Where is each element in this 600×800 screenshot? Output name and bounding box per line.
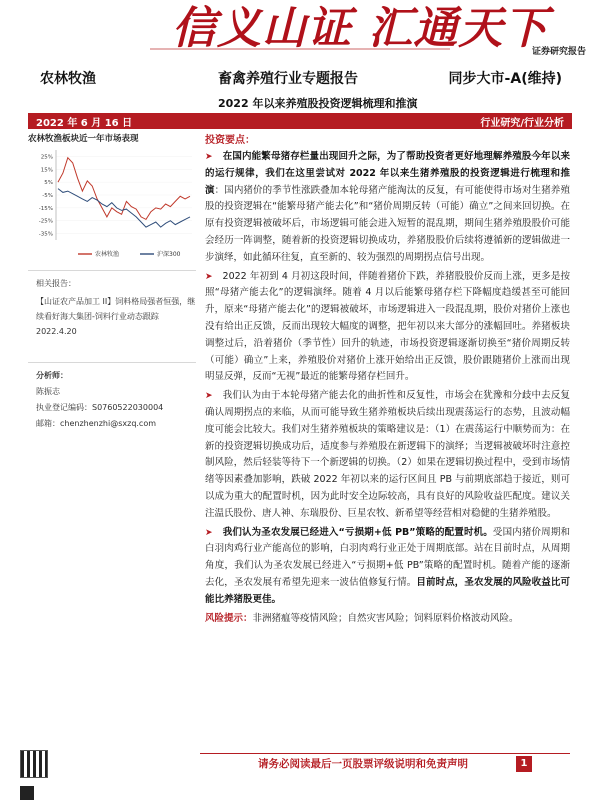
key-point-4-bold-2: 目前时点，圣农发展的风险收益比可能比养猪股更佳。 — [205, 576, 570, 605]
y-tick-label: 5% — [44, 180, 53, 187]
y-tick-label: 15% — [40, 167, 53, 174]
y-tick-label: -15% — [38, 205, 53, 212]
key-point-3 — [205, 388, 570, 522]
report-title: 畜禽养殖行业专题报告 — [218, 71, 358, 87]
legend-label: 沪深300 — [157, 251, 181, 258]
y-tick-label: -35% — [38, 231, 53, 238]
key-point-1-bold: 在国内能繁母猪存栏量出现回升之际，为了帮助投资者更好地理解养殖股今年以来的运行规律，我们在这里尝试对 2022 年以来生猪养殖股的投资逻辑进行梳理和推演 — [205, 151, 570, 196]
analyst-email[interactable]: 邮箱：chenzhenzhi@sxzq.com — [36, 419, 157, 428]
triangle-bullet-icon: ➤ — [205, 271, 213, 282]
legend-label: 农林牧渔 — [95, 251, 120, 258]
report-subtitle: 2022 年以来养殖股投资逻辑梳理和推演 — [218, 97, 418, 110]
key-point-4 — [205, 525, 570, 609]
qr-code-icon — [20, 786, 34, 800]
triangle-bullet-icon: ➤ — [205, 527, 213, 538]
key-point-3-text: 我们认为由于本轮母猪产能去化的曲折性和反复性，市场会在犹豫和分歧中去反复确认周期拐点的来临，从而可能导致生猪养殖板块后续出现震荡运行的态势，且波动幅度可能会比较大。我们对生猪养殖板块的策略建议是：（1）在震荡运行中顺势而为：在新的投资逻辑切换成功后，适度参与养殖股在新逻辑下的演绎；当逻辑被破坏时注意控制风险，然后轻装等待下一个新逻辑的切换。（2）如果在逻辑切换过程中，受到市场情绪等因素叠加影响，跌破 2022 年初以来的运行区间且 PB 与前期底部趋于接近，则可以成为重大的配置时机，因为此时安全边际较高，具有良好的风险收益匹配度。建议关注温氏股份、唐人神、东瑞股份、巨星农牧、新希望等经营相对稳健的生猪养殖股。 — [205, 390, 570, 519]
page-number: 1 — [516, 756, 532, 772]
y-tick-label: -25% — [38, 218, 53, 225]
risk-text: 非洲猪瘟等疫情风险；自然灾害风险；饲料原料价格波动风险。 — [252, 612, 519, 624]
main-content — [205, 134, 570, 629]
risk-warning — [205, 611, 570, 628]
report-type-label: 证券研究报告 — [531, 47, 586, 57]
qr-code-icon — [20, 750, 48, 778]
triangle-bullet-icon: ➤ — [205, 391, 213, 402]
related-report-item[interactable]: 【山证农产品加工 II】饲料格局强者恒强，继续看好海大集团-饲料行业动态跟踪 2022.4.20 — [36, 297, 196, 336]
sidebar — [28, 132, 196, 428]
footer-divider — [200, 753, 570, 754]
y-tick-label: 25% — [40, 154, 53, 161]
key-point-1 — [205, 149, 570, 267]
industry-name: 农林牧渔 — [40, 71, 96, 87]
analyst-label: 分析师： — [36, 371, 68, 380]
divider — [28, 270, 196, 271]
company-slogan: 信义山证 汇通天下 — [172, 3, 549, 54]
performance-chart — [28, 144, 196, 264]
y-tick-label: -5% — [42, 193, 53, 199]
related-reports-label: 相关报告： — [36, 279, 76, 288]
title-row — [0, 68, 600, 90]
key-point-2-text: 2022 年初到 4 月初这段时间，伴随着猪价下跌，养猪股股价反而上涨，更多是按照“母猪产能去化”的逻辑演绎。随着 4 月以后能繁母猪存栏下降幅度趋缓甚至可能回升，原来“母猪产能去化”的逻辑被破坏，市场逻辑进入一段混乱期，股价对猪价上涨也没有给出正反馈，反而出现较大幅度的调整，把年初以来大部分的涨幅回吐。养猪板块调整过后，沿着猪价（季节性）回升的轨迹，市场投资逻辑逐渐切换至“猪价周期反转（可能）确立”上来，养殖股价对猪价上涨开始给出正反馈，股价跟随猪价上涨而出现明显反弹，反而“无视”最近的能繁母猪存栏回升。 — [205, 270, 570, 383]
key-points-title: 投资要点： — [205, 135, 255, 146]
divider — [28, 362, 196, 363]
key-point-2 — [205, 269, 570, 387]
triangle-bullet-icon: ➤ — [205, 152, 213, 162]
key-point-4-bold: 我们认为圣农发展已经进入“亏损期+低 PB”策略的配置时机。 — [222, 526, 493, 538]
date-category-bar — [28, 113, 572, 129]
chart-title: 农林牧渔板块近一年市场表现 — [28, 134, 139, 144]
risk-label: 风险提示： — [205, 612, 253, 624]
industry-rating: 同步大市-A(维持) — [448, 71, 562, 87]
header-banner — [0, 0, 600, 62]
key-point-1-text: ：国内猪价的季节性涨跌叠加本轮母猪产能淘汰的反复，有可能使得市场对生猪养殖股的投资逻辑在“能繁母猪产能去化”和“猪价周期反转（可能）确立”之间来回切换。在原有投资逻辑被破坏后，市场逻辑可能会进入短暂的混乱期，期间生猪养殖股股价可能会经历一阵调整，随着新的投资逻辑切换成功，养猪股股价后续将遵循新的逻辑做进一步演绎，如此循环往复，直至新的、较为强烈的周期拐点信号出现。 — [205, 184, 570, 263]
report-category: 行业研究/行业分析 — [480, 118, 564, 129]
report-date: 2022 年 6 月 16 日 — [36, 118, 133, 129]
key-point-4-text: 受国内猪价周期和白羽肉鸡行业产能高位的影响，白羽肉鸡行业正处于周期底部。站在目前时点，从周期角度，我们认为圣农发展已经进入“亏损期+低 PB”策略的配置时机。随着产能的逐渐去化，圣农发展有希望先迎来一波估值修复行情。 — [205, 526, 570, 588]
analyst-name: 陈振志 — [36, 387, 60, 396]
disclaimer-notice[interactable]: 请务必阅读最后一页股票评级说明和免责声明 — [258, 758, 468, 770]
analyst-license: 执业登记编码：S0760522030004 — [36, 403, 164, 412]
